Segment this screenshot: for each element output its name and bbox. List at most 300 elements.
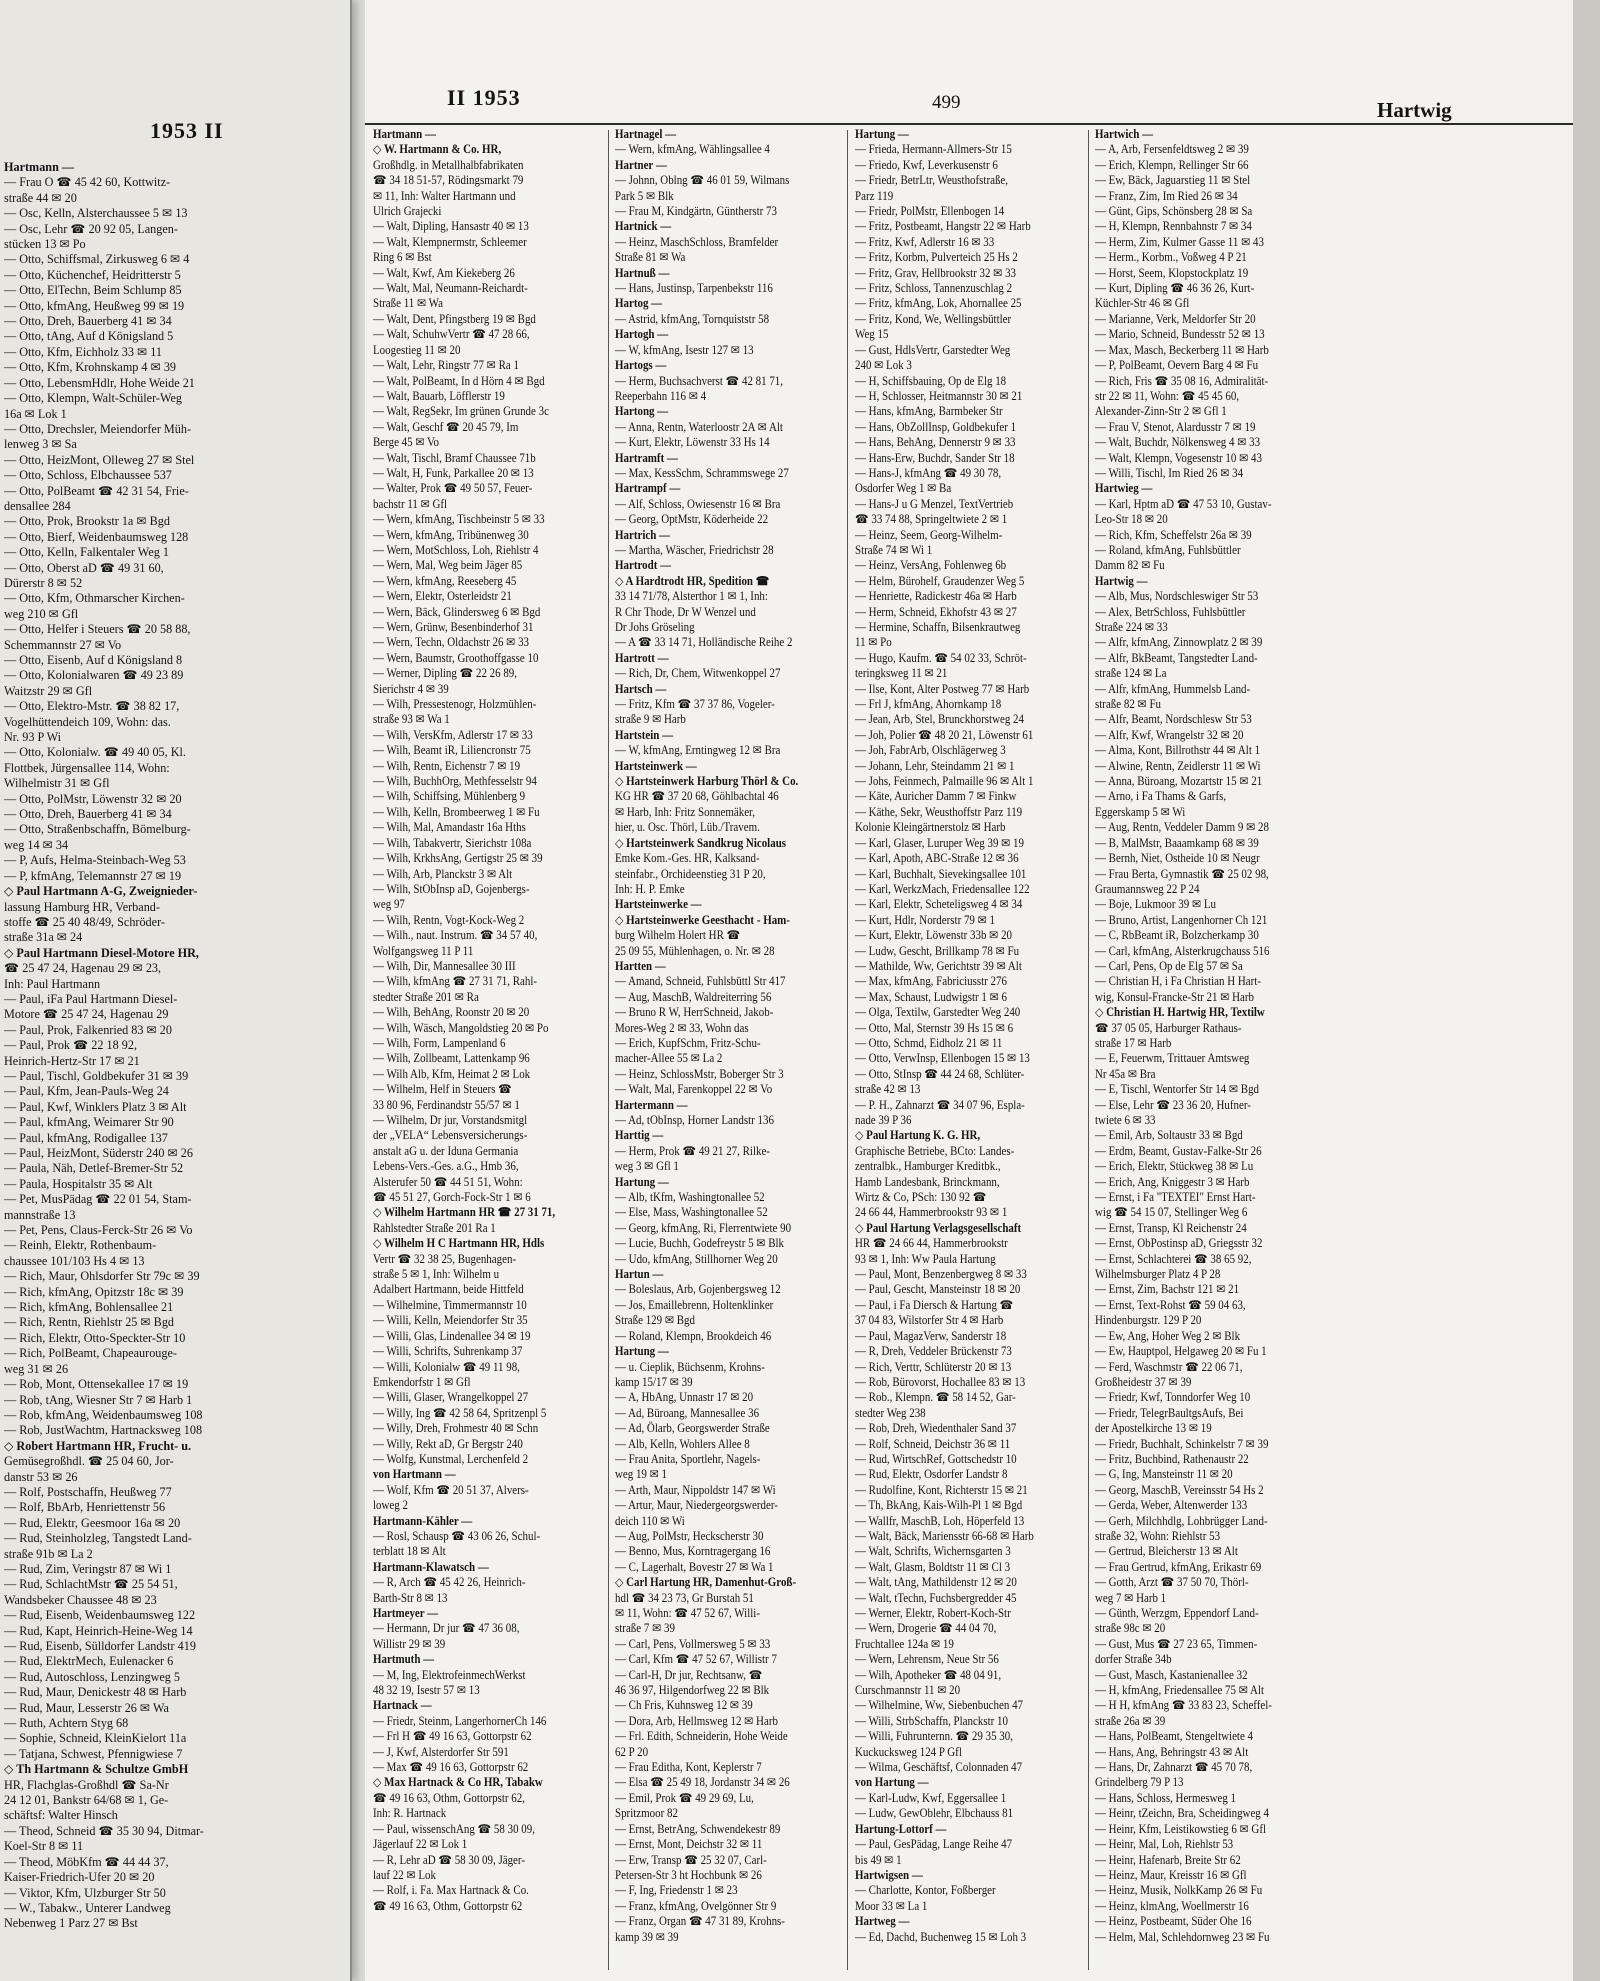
directory-entry: — Johnn, Oblng ☎ 46 01 59, Wilmans — [615, 173, 790, 188]
directory-entry: — Carl-H, Dr jur, Rechtsanw, ☎ — [615, 1667, 763, 1682]
directory-entry: Wirtz & Co, PSch: 130 92 ☎ — [855, 1190, 987, 1205]
directory-entry: Hartnack — — [373, 1698, 432, 1713]
directory-entry: — Wern, Lehrensm, Neue Str 56 — [855, 1652, 999, 1667]
directory-entry: Ring 6 ✉ Bst — [373, 250, 432, 265]
directory-entry: Heinrich-Hertz-Str 17 ✉ 21 — [4, 1053, 140, 1068]
directory-entry: — Otto, Kolonialw. ☎ 49 40 05, Kl. — [4, 745, 186, 760]
directory-entry: — Alf, Schloss, Owiesenstr 16 ✉ Bra — [615, 496, 781, 511]
directory-entry: R Chr Thode, Dr W Wenzel und — [615, 604, 756, 619]
directory-entry: — Rud, Steinholzleg, Tangstedt Land- — [4, 1531, 192, 1546]
directory-entry: — Wern, kfmAng, Wählingsallee 4 — [615, 142, 770, 157]
directory-entry: — Hans-Erw, Buchdr, Sander Str 18 — [855, 450, 1015, 465]
directory-entry: — Rich, kfmAng, Opitzstr 18c ✉ 39 — [4, 1284, 184, 1299]
directory-entry: Hartnick — — [615, 219, 672, 234]
directory-entry: — Wilh, Rentn, Eichenstr 7 ✉ 19 — [373, 758, 521, 773]
directory-entry: — Ferd, Waschmstr ☎ 22 06 71, — [1095, 1359, 1243, 1374]
directory-entry: — Rud, Kapt, Heinrich-Heine-Weg 14 — [4, 1623, 193, 1638]
directory-entry: — W, kfmAng, Erntingweg 12 ✉ Bra — [615, 743, 781, 758]
directory-entry: Emkendorfstr 1 ✉ Gfl — [373, 1374, 471, 1389]
directory-entry: — Georg, MaschB, Vereinsstr 54 Hs 2 — [1095, 1482, 1264, 1497]
directory-entry: — Rich, PolBeamt, Chapeaurouge- — [4, 1346, 177, 1361]
directory-entry: — Hans, BehAng, Dennerstr 9 ✉ 33 — [855, 435, 1016, 450]
directory-entry: straße 17 ✉ Harb — [1095, 1035, 1172, 1050]
directory-entry: — Wilhelm, Helf in Steuers ☎ — [373, 1082, 512, 1097]
directory-entry: — Rich, Fris ☎ 35 08 16, Admiralität- — [1095, 373, 1269, 388]
directory-entry: Weg 15 — [855, 327, 889, 342]
directory-entry: — Willi, Tischl, Im Ried 26 ✉ 34 — [1095, 465, 1244, 480]
directory-entry: — Otto, tAng, Auf d Königsland 5 — [4, 329, 174, 344]
directory-entry: ◇ Paul Hartmann A-G, Zweignieder- — [4, 884, 198, 899]
directory-entry: — Karl, Apoth, ABC-Straße 12 ✉ 36 — [855, 851, 1019, 866]
directory-entry: ◇ A Hardtrodt HR, Spedition ☎ — [615, 573, 770, 588]
directory-entry: dorfer Straße 34b — [1095, 1652, 1172, 1667]
directory-entry: — Walt, Schrifts, Wichernsgarten 3 — [855, 1544, 1011, 1559]
directory-entry: — Otto, Elektro-Mstr. ☎ 38 82 17, — [4, 699, 180, 714]
directory-entry: — Otto, Kfm, Krohnskamp 4 ✉ 39 — [4, 360, 177, 375]
directory-entry: — Dora, Arb, Hellmsweg 12 ✉ Harb — [615, 1713, 778, 1728]
directory-entry: — Fritz, Kond, We, Wellingsbüttler — [855, 311, 1012, 326]
directory-entry: 25 09 55, Mühlenhagen, o. Nr. ✉ 28 — [615, 943, 775, 958]
directory-entry: — Ernst, i Fa "TEXTEI" Ernst Hart- — [1095, 1190, 1256, 1205]
directory-entry: straße 124 ✉ La — [1095, 666, 1167, 681]
directory-entry: — Ernst, Schlachterei ☎ 38 65 92, — [1095, 1251, 1252, 1266]
directory-entry: — Ed, Dachd, Buchenweg 15 ✉ Loh 3 — [855, 1929, 1027, 1944]
directory-entry: weg 7 ✉ Harb 1 — [1095, 1590, 1167, 1605]
directory-entry: Hartogh — — [615, 327, 669, 342]
directory-entry: — R, Arch ☎ 45 42 26, Heinrich- — [373, 1575, 526, 1590]
directory-entry: — Anna, Büroang, Mozartstr 15 ✉ 21 — [1095, 774, 1263, 789]
directory-entry: ◇ Paul Hartung Verlagsgesellschaft — [855, 1220, 1022, 1235]
directory-entry: — Viktor, Kfm, Ulzburger Str 50 — [4, 1885, 166, 1900]
directory-entry: — Max, KessSchm, Schrammswege 27 — [615, 465, 789, 480]
directory-entry: — Alwine, Rentn, Zeidlerstr 11 ✉ Wi — [1095, 758, 1261, 773]
directory-entry: straße 91b ✉ La 2 — [4, 1546, 93, 1561]
directory-entry: Mores-Weg 2 ✉ 33, Wohn das — [615, 1020, 749, 1035]
directory-entry: — Werner, Dipling ☎ 22 26 89, — [373, 666, 518, 681]
directory-entry: 33 80 96, Ferdinandstr 55/57 ✉ 1 — [373, 1097, 520, 1112]
directory-entry: — F, Ing, Friedenstr 1 ✉ 23 — [615, 1883, 738, 1898]
directory-entry: Großheidestr 37 ✉ 39 — [1095, 1374, 1192, 1389]
directory-entry: Ulrich Grajecki — [373, 204, 442, 219]
directory-entry: — Tatjana, Schwest, Pfennigwiese 7 — [4, 1746, 183, 1761]
directory-entry: — Franz, Zim, Im Ried 26 ✉ 34 — [1095, 188, 1238, 203]
directory-entry: — Wern, Elektr, Osterleidstr 21 — [373, 589, 512, 604]
directory-entry: — Rich, Verttr, Schlüterstr 20 ✉ 13 — [855, 1359, 1012, 1374]
directory-entry: — Otto, Schloss, Elbchaussee 537 — [4, 468, 172, 483]
directory-entry: — Hermine, Schaffn, Bilsenkrautweg — [855, 620, 1021, 634]
directory-entry: teringksweg 11 ✉ 21 — [855, 666, 948, 681]
directory-entry: 240 ✉ Lok 3 — [855, 358, 912, 373]
directory-entry: ◇ Wilhelm H C Hartmann HR, Hdls — [373, 1236, 545, 1251]
directory-entry: — Heinz, VersAng, Fohlenweg 6b — [855, 558, 1007, 573]
directory-entry: — Otto, HeizMont, Olleweg 27 ✉ Stel — [4, 452, 195, 467]
directory-entry: Straße 81 ✉ Wa — [615, 250, 686, 265]
directory-entry: — Hans, kfmAng, Barmbeker Str — [855, 404, 1003, 419]
directory-entry: — Joh, Polier ☎ 48 20 21, Löwenstr 61 — [855, 727, 1034, 742]
directory-entry: — Walt, PolBeamt, In d Hörn 4 ✉ Bgd — [373, 373, 545, 388]
directory-entry: Hartrampf — — [615, 481, 681, 496]
directory-entry: Jägerlauf 22 ✉ Lok 1 — [373, 1837, 468, 1852]
directory-entry: — Gerh, Milchhdlg, Lohbrügger Land- — [1095, 1513, 1268, 1528]
directory-entry: — Heinr, Hafenarb, Breite Str 62 — [1095, 1852, 1241, 1867]
directory-entry: straße 44 ✉ 20 — [4, 190, 77, 205]
directory-entry: — Friedo, Kwf, Leverkusenstr 6 — [855, 157, 998, 172]
directory-entry: steinfabr., Orchideenstieg 31 P 20, — [615, 866, 766, 881]
directory-entry: Berge 45 ✉ Vo — [373, 435, 440, 450]
directory-entry: — Max, Schaust, Ludwigstr 1 ✉ 6 — [855, 989, 1008, 1004]
directory-entry: bis 49 ✉ 1 — [855, 1852, 902, 1867]
directory-entry: — Ernst, Zim, Bachstr 121 ✉ 21 — [1095, 1282, 1240, 1297]
directory-entry: — Wilh, VersKfm, Adlerstr 17 ✉ 33 — [373, 727, 533, 742]
directory-entry: — Friedr, TelegrBaultgsAufs, Bei — [1095, 1405, 1244, 1420]
directory-entry: — Rob, JustWachtm, Hartnacksweg 108 — [4, 1423, 203, 1438]
directory-entry: — Otto, Bierf, Weidenbaumsweg 128 — [4, 529, 189, 544]
directory-entry: Hartung-Lottorf — — [855, 1821, 947, 1836]
directory-entry: nade 39 P 36 — [855, 1113, 912, 1127]
directory-entry: Hartsteinwerk — — [615, 758, 697, 773]
directory-column-1 — [373, 127, 625, 1914]
directory-entry: — Willi, Glaser, Wrangelkoppel 27 — [373, 1390, 529, 1405]
directory-entry: stedter Weg 238 — [855, 1405, 926, 1420]
directory-entry: — Wern, Mal, Weg beim Jäger 85 — [373, 558, 523, 573]
directory-entry: — Frl J, kfmAng, Ahornkamp 18 — [855, 697, 1002, 712]
directory-entry: Großhdlg. in Metallhalbfabrikaten — [373, 157, 524, 172]
directory-entry: 16a ✉ Lok 1 — [4, 406, 67, 421]
directory-entry: — Hans, Justinsp, Tarpenbekstr 116 — [615, 281, 773, 296]
directory-entry: — Willi, Fuhrunternn. ☎ 29 35 30, — [855, 1729, 1013, 1744]
directory-entry: Wilhelmsburger Platz 4 P 28 — [1095, 1267, 1221, 1282]
directory-entry: Dürerstr 8 ✉ 52 — [4, 575, 83, 590]
directory-entry: — Walt, Mal, Farenkoppel 22 ✉ Vo — [615, 1082, 773, 1097]
directory-entry: ☎ 49 16 63, Othm, Gottorpstr 62, — [373, 1790, 525, 1805]
directory-entry: — Rudolfine, Kont, Richterstr 15 ✉ 21 — [855, 1482, 1028, 1497]
directory-entry: — Erich, Klempn, Rellinger Str 66 — [1095, 157, 1249, 172]
directory-entry: burg Wilhelm Holert HR ☎ — [615, 928, 741, 943]
directory-entry: — Alb, Kelln, Wohlers Allee 8 — [615, 1436, 750, 1451]
directory-entry: — Wolf, Kfm ☎ 20 51 37, Alvers- — [373, 1482, 529, 1497]
directory-entry: chaussee 101/103 Hs 4 ✉ 13 — [4, 1253, 145, 1268]
directory-entry: — Gertrud, Bleicherstr 13 ✉ Alt — [1095, 1544, 1238, 1559]
directory-entry: — Walter, Prok ☎ 49 50 57, Feuer- — [373, 481, 533, 496]
directory-entry: von Hartung — — [855, 1775, 929, 1790]
directory-entry: Straße 74 ✉ Wi 1 — [855, 542, 933, 557]
directory-entry: — Wern, Techn, Oldachstr 26 ✉ 33 — [373, 635, 530, 650]
directory-entry: — Paula, Näh, Detlef-Bremer-Str 52 — [4, 1161, 184, 1176]
directory-entry: — Otto, Prok, Brookstr 1a ✉ Bgd — [4, 514, 170, 529]
directory-entry: — Th, BkAng, Kais-Wilh-Pl 1 ✉ Bgd — [855, 1498, 1023, 1513]
directory-entry: — Otto, Klempn, Walt-Schüler-Weg — [4, 391, 182, 406]
directory-entry: — Willy, Ing ☎ 42 58 64, Spritzenpl 5 — [373, 1405, 547, 1420]
directory-entry: Hartun — — [615, 1267, 664, 1282]
directory-entry: Hartung — — [615, 1344, 669, 1359]
directory-entry: — Karl, Glaser, Luruper Weg 39 ✉ 19 — [855, 835, 1025, 850]
directory-entry: Hartrich — — [615, 527, 671, 542]
directory-entry: — Wilh, BehAng, Roonstr 20 ✉ 20 — [373, 1005, 530, 1020]
directory-entry: — Pet, Pens, Claus-Ferck-Str 26 ✉ Vo — [4, 1223, 193, 1238]
directory-entry: twiete 6 ✉ 33 — [1095, 1113, 1156, 1127]
directory-entry: der „VELA“ Lebensversicherungs- — [373, 1128, 528, 1143]
directory-entry: — Max, Masch, Beckerberg 11 ✉ Harb — [1095, 342, 1269, 357]
directory-entry: ☎ 33 74 88, Springeltwiete 2 ✉ 1 — [855, 512, 1008, 527]
directory-entry: Reeperbahn 116 ✉ 4 — [615, 388, 707, 403]
directory-entry: — Fritz, Kfm ☎ 37 37 86, Vogeler- — [615, 697, 775, 712]
directory-entry: — Hermann, Dr jur ☎ 47 36 08, — [373, 1621, 520, 1636]
directory-entry: ◇ Hartsteinwerk Sandkrug Nicolaus — [615, 835, 787, 850]
directory-entry: — Walt, Dent, Pfingstberg 19 ✉ Bgd — [373, 311, 536, 326]
directory-entry: — Karl, Elektr, Scheteligsweg 4 ✉ 34 — [855, 897, 1023, 912]
directory-entry: — Mario, Schneid, Bundesstr 52 ✉ 13 — [1095, 327, 1265, 342]
directory-entry: anstalt aG u. der Iduna Germania — [373, 1143, 519, 1158]
directory-entry: Hartsteinwerke — — [615, 897, 702, 912]
directory-entry: — Frau O ☎ 45 42 60, Kottwitz- — [4, 175, 171, 190]
directory-entry: Loogestieg 11 ✉ 20 — [373, 342, 461, 357]
directory-entry: Kolonie Kleingärtnerstolz ✉ Harb — [855, 820, 1006, 835]
directory-entry: — Otto, Dreh, Bauerberg 41 ✉ 34 — [4, 807, 172, 822]
directory-entry: — Carl, Kfm ☎ 47 52 67, Willistr 7 — [615, 1652, 777, 1667]
directory-entry: ◇ Paul Hartung K. G. HR, — [855, 1128, 981, 1143]
directory-entry: — Alfr, kfmAng, Zinnowplatz 2 ✉ 39 — [1095, 635, 1263, 650]
directory-entry: Hamb Landesbank, Brinckmann, — [855, 1174, 1000, 1189]
directory-entry: — Rud, Autoschloss, Lenzingweg 5 — [4, 1669, 181, 1684]
directory-entry: — Otto, PolMstr, Löwenstr 32 ✉ 20 — [4, 791, 182, 806]
directory-entry: — Rich, kfmAng, Bohlensallee 21 — [4, 1300, 174, 1315]
directory-page — [365, 0, 1573, 1981]
directory-entry: — Rob, Bürovorst, Hochallee 83 ✉ 13 — [855, 1374, 1026, 1389]
directory-entry: — Frau V, Stenot, Alardusstr 7 ✉ 19 — [1095, 419, 1256, 434]
column-divider — [847, 130, 848, 1970]
directory-entry: stücken 13 ✉ Po — [4, 237, 86, 252]
directory-entry: — Friedr, Buchhalt, Schinkelstr 7 ✉ 39 — [1095, 1436, 1269, 1451]
column-divider — [1088, 130, 1089, 1970]
directory-entry: — Otto, Eisenb, Auf d Königsland 8 — [4, 653, 183, 667]
directory-entry: Hartmeyer — — [373, 1606, 439, 1620]
directory-entry: — Ernst, Mont, Deichstr 32 ✉ 11 — [615, 1837, 763, 1852]
directory-entry: Vogelhüttendeich 109, Wohn: das. — [4, 714, 171, 729]
directory-entry: — Otto, StInsp ☎ 44 24 68, Schlüter- — [855, 1066, 1025, 1081]
directory-entry: — Herm, Buchsachverst ☎ 42 81 71, — [615, 373, 784, 388]
directory-entry: — Rolf, Postschaffn, Heußweg 77 — [4, 1484, 172, 1499]
directory-entry: ◇ Max Hartnack & Co HR, Tabakw — [373, 1775, 543, 1790]
directory-entry: weg 3 ✉ Gfl 1 — [615, 1159, 679, 1174]
directory-entry: — Käthe, Sekr, Weusthoffstr Parz 119 — [855, 804, 1023, 819]
directory-entry: — Kurt, Elektr, Löwenstr 33b ✉ 20 — [855, 928, 1013, 943]
directory-entry: — Ernst, ObPostinsp aD, Griegsstr 32 — [1095, 1236, 1263, 1251]
directory-entry: kamp 39 ✉ 39 — [615, 1929, 679, 1944]
directory-entry: — Wilh., naut. Instrum. ☎ 34 57 40, — [373, 928, 538, 943]
directory-entry: — Anna, Rentn, Waterloostr 2A ✉ Alt — [615, 419, 783, 434]
directory-entry: — Otto, Kfm, Othmarscher Kirchen- — [4, 591, 185, 606]
directory-entry: — Frau Berta, Gymnastik ☎ 25 02 98, — [1095, 866, 1269, 881]
directory-entry: — Ew, Ang, Hoher Weg 2 ✉ Blk — [1095, 1328, 1241, 1343]
directory-entry: — Gust, Masch, Kastanienallee 32 — [1095, 1667, 1248, 1682]
directory-entry: — W., Tabakw., Unterer Landweg — [4, 1900, 171, 1915]
directory-entry: kamp 15/17 ✉ 39 — [615, 1374, 693, 1389]
directory-entry: Nr. 93 P Wi — [4, 730, 62, 745]
directory-entry: — Hans-J, kfmAng ☎ 49 30 78, — [855, 465, 1002, 480]
directory-entry: — Friedr, Steinm, LangerhornerCh 146 — [373, 1713, 547, 1728]
directory-entry: ✉ Harb, Inh: Fritz Sonnemäker, — [615, 804, 756, 819]
directory-entry: — Rob, kfmAng, Weidenbaumsweg 108 — [4, 1407, 203, 1422]
directory-entry: — Erich, Ang, Kniggestr 3 ✉ Harb — [1095, 1174, 1250, 1189]
directory-entry: — Walt, Kwf, Am Kiekeberg 26 — [373, 265, 515, 280]
directory-entry: 93 ✉ 1, Inh: Ww Paula Hartung — [855, 1251, 996, 1266]
directory-entry: — Wilh, KrkhsAng, Gertigstr 25 ✉ 39 — [373, 851, 543, 866]
directory-column-4 — [1095, 127, 1347, 1945]
directory-entry: — Walt, Bauarb, Löfflerstr 19 — [373, 388, 505, 403]
directory-entry: lauf 22 ✉ Lok — [373, 1867, 436, 1882]
directory-entry: — Walt, Tischl, Bramf Chaussee 71b — [373, 450, 536, 465]
directory-entry: — Kurt, Hdlr, Norderstr 79 ✉ 1 — [855, 912, 996, 927]
directory-entry: danstr 53 ✉ 26 — [4, 1469, 78, 1484]
directory-entry: — Wilh, Pressestenogr, Holzmühlen- — [373, 697, 537, 712]
page-number: 499 — [932, 92, 961, 113]
page-header-year: II 1953 — [447, 85, 521, 110]
directory-entry: ☎ 25 47 24, Hagenau 29 ✉ 23, — [4, 961, 162, 976]
directory-entry: — Fritz, kfmAng, Lok, Ahornallee 25 — [855, 296, 1022, 311]
directory-entry: weg 14 ✉ 34 — [4, 837, 69, 852]
directory-entry: — Franz, Organ ☎ 47 31 89, Krohns- — [615, 1914, 785, 1929]
directory-entry: Hartog — — [615, 296, 663, 311]
directory-entry: — Rob, Dreh, Wiedenthaler Sand 37 — [855, 1421, 1017, 1436]
directory-entry: — Alma, Kont, Billrothstr 44 ✉ Alt 1 — [1095, 743, 1261, 758]
directory-entry: bachstr 11 ✉ Gfl — [373, 496, 448, 511]
directory-entry: — Rich, Dr, Chem, Witwenkoppel 27 — [615, 666, 781, 681]
directory-entry: — H, kfmAng, Friedensallee 75 ✉ Alt — [1095, 1683, 1265, 1698]
directory-entry: Wolfgangsweg 11 P 11 — [373, 943, 474, 958]
directory-entry: — Paula, Hospitalstr 35 ✉ Alt — [4, 1176, 153, 1191]
directory-entry: — Wilh, Apotheker ☎ 48 04 91, — [855, 1667, 1002, 1682]
directory-entry: — Willi, StrbSchaffn, Planckstr 10 — [855, 1713, 1008, 1728]
directory-entry: — Fritz, Postbeamt, Hangstr 22 ✉ Harb — [855, 219, 1031, 234]
directory-entry: — Rosl, Schausp ☎ 43 06 26, Schul- — [373, 1528, 541, 1543]
left-page-strip — [0, 0, 352, 1981]
directory-entry: stedter Straße 201 ✉ Ra — [373, 989, 479, 1004]
directory-entry: zentralbk., Hamburger Kreditbk., — [855, 1159, 1001, 1174]
directory-entry: — Reinh, Elektr, Rothenbaum- — [4, 1238, 157, 1253]
directory-entry: — Fritz, Korbm, Pulverteich 25 Hs 2 — [855, 250, 1018, 265]
directory-entry: — Wallfr, MaschB, Loh, Höperfeld 13 — [855, 1513, 1025, 1528]
directory-entry: — Otto, Kfm, Eichholz 33 ✉ 11 — [4, 344, 163, 359]
directory-entry: — Paul, MagazVerw, Sanderstr 18 — [855, 1328, 1007, 1343]
directory-entry: — Rich, Rentn, Riehlstr 25 ✉ Bgd — [4, 1315, 175, 1330]
directory-entry: — Paul, HeizMont, Süderstr 240 ✉ 26 — [4, 1146, 193, 1160]
directory-entry: Hartten — — [615, 958, 666, 973]
directory-entry: — Theod, MöbKfm ☎ 44 44 37, — [4, 1854, 169, 1869]
directory-entry: — Wilhelmine, Timmermannstr 10 — [373, 1297, 527, 1312]
directory-entry: — Rud, Maur, Lesserstr 26 ✉ Wa — [4, 1700, 169, 1715]
directory-entry: ◇ Robert Hartmann HR, Frucht- u. — [4, 1438, 192, 1453]
directory-entry: — Walt, Buchdr, Nölkensweg 4 ✉ 33 — [1095, 435, 1261, 450]
directory-entry: hdl ☎ 34 23 73, Gr Burstah 51 — [615, 1590, 754, 1605]
directory-entry: straße 7 ✉ 39 — [615, 1621, 675, 1636]
directory-entry: — Ludw, GewOblehr, Elbchauss 81 — [855, 1806, 1014, 1821]
directory-entry: — Rolf, Schneid, Deichstr 36 ✉ 11 — [855, 1436, 1011, 1451]
directory-entry: — Rob, tAng, Wiesner Str 7 ✉ Harb 1 — [4, 1392, 193, 1407]
directory-entry: lassung Hamburg HR, Verband- — [4, 899, 160, 914]
directory-entry: — Paul, kfmAng, Rodigallee 137 — [4, 1130, 168, 1145]
directory-entry: 24 12 01, Bankstr 64/68 ✉ 1, Ge- — [4, 1793, 169, 1808]
directory-entry: — Roland, Klempn, Brookdeich 46 — [615, 1328, 772, 1343]
directory-entry: HR, Flachglas-Großhdl ☎ Sa-Nr — [4, 1777, 169, 1792]
directory-entry: — Udo, kfmAng, Stillhorner Weg 20 — [615, 1251, 778, 1266]
directory-entry: ✉ 11, Wohn: ☎ 47 52 67, Willi- — [615, 1606, 760, 1620]
directory-entry: — Bernh, Niet, Ostheide 10 ✉ Neugr — [1095, 851, 1260, 866]
directory-entry: — Herm, Schneid, Ekhofstr 43 ✉ 27 — [855, 604, 1017, 619]
directory-entry: — Rud, Eisenb, Weidenbaumsweg 122 — [4, 1608, 196, 1623]
directory-entry: — Georg, kfmAng, Ri, Flerrentwiete 90 — [615, 1220, 792, 1235]
directory-entry: Hartsch — — [615, 681, 667, 696]
directory-entry: — M, Ing, ElektrofeinmechWerkst — [373, 1667, 526, 1682]
directory-entry: — Wilhelm, Dr jur, Vorstandsmitgl — [373, 1113, 528, 1127]
directory-entry: — Aug, Rentn, Veddeler Damm 9 ✉ 28 — [1095, 820, 1269, 835]
directory-entry: Hartmann — — [4, 160, 75, 174]
directory-entry: — Heinz, Musik, NolkKamp 26 ✉ Fu — [1095, 1883, 1263, 1898]
directory-entry: — Fritz, Kwf, Adlerstr 16 ✉ 33 — [855, 234, 995, 249]
directory-entry: — Walt, Glasm, Boldtstr 11 ✉ Cl 3 — [855, 1559, 1011, 1574]
directory-entry: Moor 33 ✉ La 1 — [855, 1898, 928, 1913]
directory-entry: Park 5 ✉ Blk — [615, 188, 674, 203]
directory-entry: — Otto, Kelln, Falkentaler Weg 1 — [4, 545, 169, 560]
directory-entry: — Otto, kfmAng, Heußweg 99 ✉ 19 — [4, 298, 185, 313]
directory-entry: — Heinr, Mal, Loh, Riehlstr 53 — [1095, 1837, 1234, 1852]
directory-entry: loweg 2 — [373, 1498, 408, 1513]
directory-entry: hier, u. Osc. Thörl, Lüb./Travem. — [615, 820, 760, 835]
directory-entry: — Wern, kfmAng, Tribünenweg 30 — [373, 527, 529, 542]
directory-entry: — Paul, Prok, Falkenried 83 ✉ 20 — [4, 1022, 172, 1037]
directory-entry: — Ernst, BetrAng, Schwendekestr 89 — [615, 1821, 781, 1836]
directory-entry: — Astrid, kfmAng, Tornquiststr 58 — [615, 311, 770, 326]
directory-entry: ◇ Christian H. Hartwig HR, Textilw — [1095, 1005, 1265, 1020]
directory-entry: — Paul, iFa Paul Hartmann Diesel- — [4, 991, 178, 1006]
directory-entry: — Wilhelmine, Ww, Siebenbuchen 47 — [855, 1698, 1024, 1713]
directory-entry: — Gerda, Weber, Altenwerder 133 — [1095, 1498, 1248, 1513]
directory-entry: Dr Johs Gröseling — [615, 620, 695, 634]
directory-entry: — Henriette, Radickestr 46a ✉ Harb — [855, 589, 1017, 604]
directory-entry: der Apostelkirche 13 ✉ 19 — [1095, 1421, 1212, 1436]
directory-entry: — W, kfmAng, Isestr 127 ✉ 13 — [615, 342, 754, 357]
directory-entry: — H H, kfmAng ☎ 33 83 23, Scheffel- — [1095, 1698, 1272, 1713]
directory-entry: — Kurt, Elektr, Löwenstr 33 Hs 14 — [615, 435, 770, 450]
directory-entry: terblatt 18 ✉ Alt — [373, 1544, 446, 1559]
directory-entry: — Wilh, Arb, Planckstr 3 ✉ Alt — [373, 866, 513, 881]
directory-entry: — Emil, Prok ☎ 49 29 69, Lu, — [615, 1790, 754, 1805]
directory-entry: — Herm, Prok ☎ 49 21 27, Rilke- — [615, 1143, 770, 1158]
directory-entry: Petersen-Str 3 ht Hochbunk ✉ 26 — [615, 1867, 762, 1882]
directory-entry: — Otto, Helfer i Steuers ☎ 20 58 88, — [4, 622, 191, 637]
directory-entry: weg 31 ✉ 26 — [4, 1361, 69, 1376]
directory-entry: — Alfr, Beamt, Nordschlesw Str 53 — [1095, 712, 1252, 727]
directory-entry: — Paul, i Fa Diersch & Hartung ☎ — [855, 1297, 1014, 1312]
directory-entry: — Otto, Schiffsmal, Zirkusweg 6 ✉ 4 — [4, 252, 190, 267]
directory-entry: — Rud, Maur, Denickestr 48 ✉ Harb — [4, 1685, 187, 1700]
directory-entry: 24 66 44, Hammerbrookstr 93 ✉ 1 — [855, 1205, 1008, 1220]
directory-entry: — Wilh, Form, Lampenland 6 — [373, 1035, 506, 1050]
directory-entry: — Walt, H, Funk, Parkallee 20 ✉ 13 — [373, 465, 534, 480]
directory-entry: wig ☎ 54 15 07, Stellinger Weg 6 — [1095, 1205, 1248, 1220]
directory-entry: deich 110 ✉ Wi — [615, 1513, 685, 1528]
book-edge — [1573, 0, 1600, 1981]
directory-entry: weg 97 — [373, 897, 405, 912]
directory-entry: Lebens-Vers.-Ges. a.G., Hmb 36, — [373, 1159, 519, 1174]
directory-entry: — Pet, MusPädag ☎ 22 01 54, Stam- — [4, 1192, 192, 1207]
directory-entry: — Alex, BetrSchloss, Fuhlsbüttler — [1095, 604, 1246, 619]
left-page-column — [4, 160, 276, 1932]
directory-entry: — Heinz, Postbeamt, Süder Ohe 16 — [1095, 1914, 1252, 1929]
directory-entry: — Aug, MaschB, Waldreiterring 56 — [615, 989, 772, 1004]
directory-entry: Graumannsweg 22 P 24 — [1095, 881, 1200, 896]
directory-entry: — Bruno R W, HerrSchneid, Jakob- — [615, 1005, 774, 1020]
directory-entry: wig, Konsul-Francke-Str 21 ✉ Harb — [1095, 989, 1254, 1004]
